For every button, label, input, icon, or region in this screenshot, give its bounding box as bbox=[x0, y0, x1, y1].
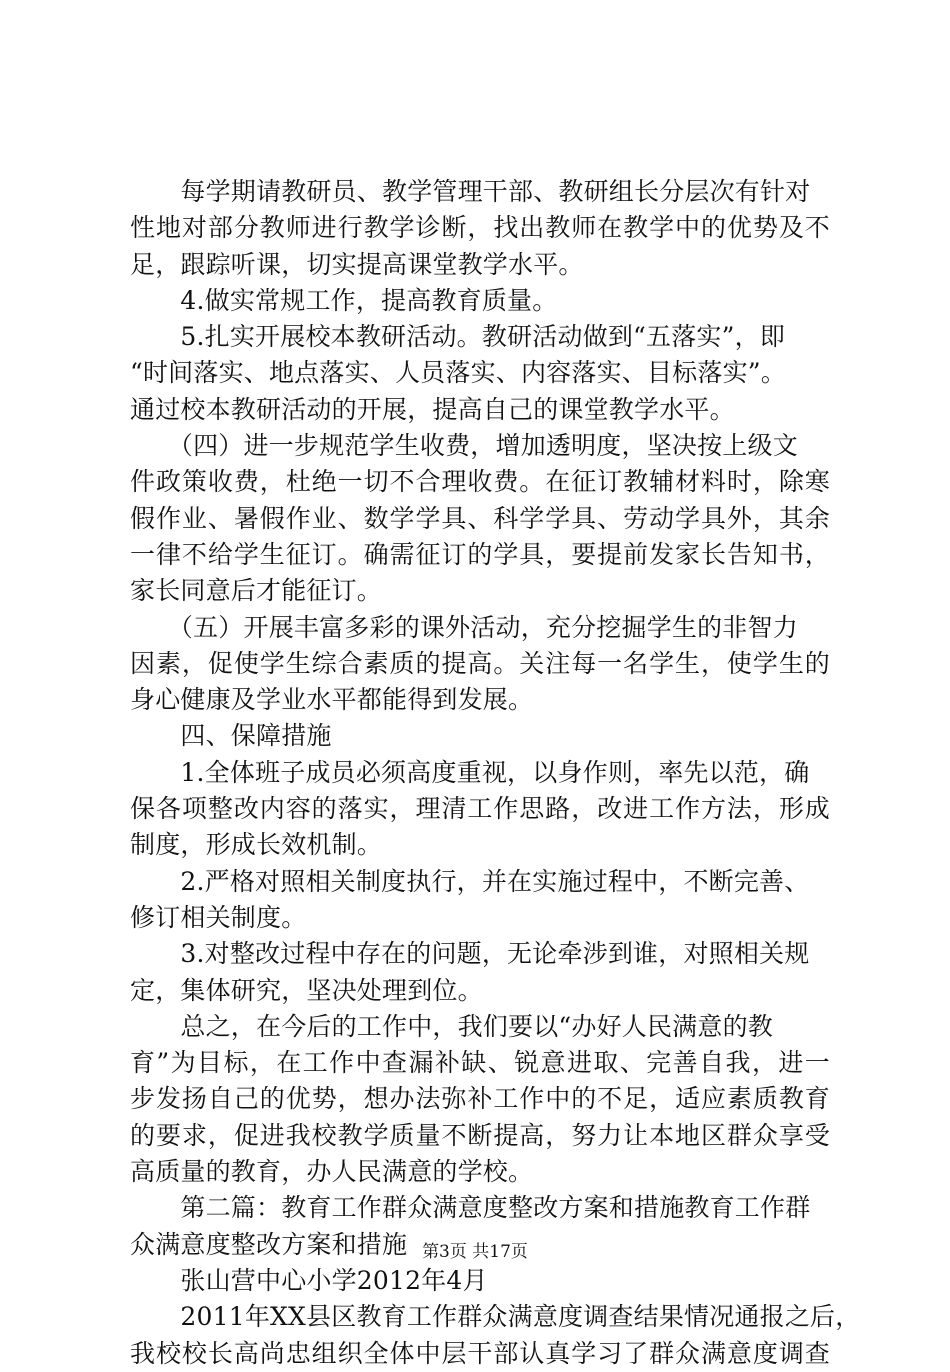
text-line: 的要求，促进我校教学质量不断提高，努力让本地区群众享受 bbox=[130, 1120, 830, 1150]
text-line: （四）进一步规范学生收费，增加透明度，坚决按上级文 bbox=[130, 431, 798, 461]
text-line: 通过校本教研活动的开展，提高自己的课堂教学水平。 bbox=[130, 394, 735, 424]
text-line: 3.对整改过程中存在的问题，无论牵涉到谁，对照相关规 bbox=[130, 939, 810, 969]
section-heading: 四、保障措施 bbox=[130, 721, 332, 751]
text-line: 步发扬自己的优势，想办法弥补工作中的不足，适应素质教育 bbox=[130, 1084, 830, 1114]
text-line: 家长同意后才能征订。 bbox=[130, 576, 383, 606]
text-line: 身心健康及学业水平都能得到发展。 bbox=[130, 685, 534, 715]
text-line: 每学期请教研员、教学管理干部、教研组长分层次有针对 bbox=[130, 177, 811, 206]
text-line: 2011年XX县区教育工作群众满意度调查结果情况通报之后， bbox=[130, 1302, 861, 1332]
section-heading: 第二篇：教育工作群众满意度整改方案和措施教育工作群 bbox=[130, 1193, 811, 1223]
text-line: 假作业、暑假作业、数学学具、科学学具、劳动学具外，其余 bbox=[130, 503, 830, 533]
text-line: 4.做实常规工作，提高教育质量。 bbox=[130, 285, 558, 315]
text-line: 性地对部分教师进行教学诊断，找出教师在教学中的优势及不 bbox=[130, 213, 830, 243]
text-line: 总之，在今后的工作中，我们要以“办好人民满意的教 bbox=[130, 1011, 773, 1041]
text-line: 2.严格对照相关制度执行，并在实施过程中，不断完善、 bbox=[130, 866, 810, 896]
text-line: 件政策收费，杜绝一切不合理收费。在征订教辅材料时，除寒 bbox=[130, 467, 830, 497]
text-line: 张山营中心小学2012年4月 bbox=[130, 1265, 488, 1295]
text-line: 我校校长高尚忠组织全体中层干部认真学习了群众满意度调查 bbox=[130, 1338, 830, 1368]
text-line: “时间落实、地点落实、人员落实、内容落实、目标落实”。 bbox=[130, 358, 786, 388]
text-line: 5.扎实开展校本教研活动。教研活动做到“五落实”，即 bbox=[130, 322, 786, 352]
text-line: 育”为目标，在工作中查漏补缺、锐意进取、完善自我，进一 bbox=[130, 1048, 830, 1078]
text-line: （五）开展丰富多彩的课外活动，充分挖掘学生的非智力 bbox=[130, 612, 798, 642]
text-line: 因素，促使学生综合素质的提高。关注每一名学生，使学生的 bbox=[130, 648, 830, 678]
text-line: 足，跟踪听课，切实提高课堂教学水平。 bbox=[130, 249, 584, 279]
text-line: 定，集体研究，坚决处理到位。 bbox=[130, 975, 483, 1005]
text-line: 1.全体班子成员必须高度重视，以身作则，率先以范，确 bbox=[130, 757, 810, 787]
text-line: 高质量的教育，办人民满意的学校。 bbox=[130, 1157, 534, 1187]
section-heading: 众满意度整改方案和措施 bbox=[130, 1229, 408, 1259]
document-body bbox=[130, 174, 861, 1372]
text-line: 制度，形成长效机制。 bbox=[130, 830, 383, 860]
text-line: 修订相关制度。 bbox=[130, 902, 307, 932]
text-line: 保各项整改内容的落实，理清工作思路，改进工作方法，形成 bbox=[130, 794, 830, 824]
text-line: 一律不给学生征订。确需征订的学具，要提前发家长告知书， bbox=[130, 539, 830, 569]
page-number: 第3页 共17页 bbox=[422, 1242, 528, 1262]
